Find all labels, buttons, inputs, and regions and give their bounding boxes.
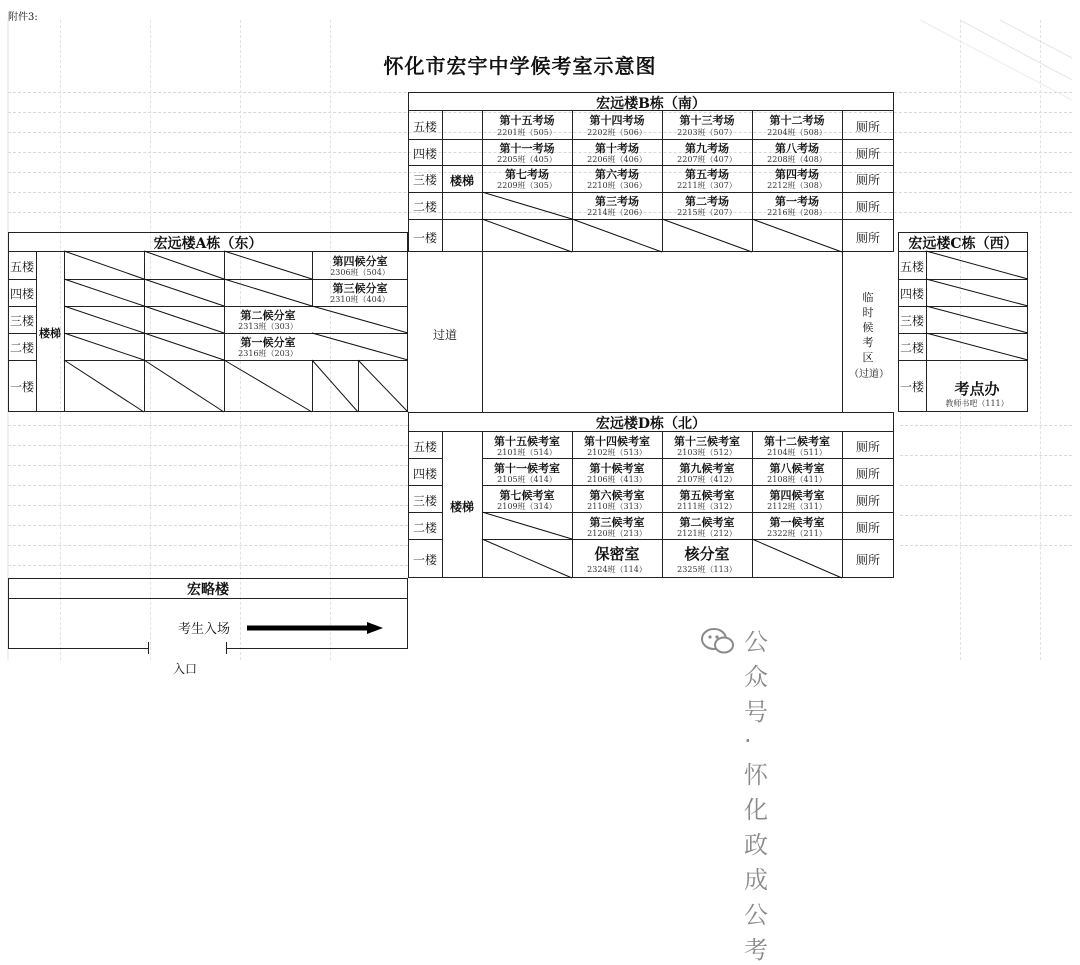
d-floor-2: 二楼 [412, 521, 437, 535]
entrance-label: 入口 [172, 662, 197, 676]
d-room-1: 第一候考室 [769, 516, 825, 529]
d-room-5-class: 2111班（312） [677, 502, 737, 511]
d-room-6: 第六候考室 [589, 489, 645, 502]
d-room-11-class: 2105班（414） [497, 475, 557, 484]
b-room-4: 第四考场 [775, 168, 819, 181]
a-room-3: 第三候分室 [332, 282, 388, 295]
b-room-15-class: 2201班（505） [497, 128, 557, 137]
b-room-12-class: 2204班（508） [767, 128, 827, 137]
b-room-11-class: 2205班（405） [497, 155, 557, 164]
exam-office-room: 教师书吧（111） [945, 399, 1009, 408]
d-room-8: 第八候考室 [769, 462, 825, 475]
d-room-13: 第十三候考室 [674, 435, 740, 448]
b-room-2-class: 2215班（207） [677, 208, 737, 217]
d-toilet-3: 厕所 [855, 494, 880, 508]
b-room-5: 第五考场 [685, 168, 729, 181]
d-room-12-class: 2104班（511） [767, 448, 827, 457]
b-toilet-2: 厕所 [855, 200, 880, 214]
temp-area-note: （过道） [849, 369, 889, 380]
secure-room-class: 2324班（114） [587, 565, 647, 574]
a-room-2-class: 2313班（303） [238, 322, 298, 331]
b-room-4-class: 2212班（308） [767, 181, 827, 190]
b-room-10-class: 2206班（406） [587, 155, 647, 164]
d-toilet-2: 厕所 [855, 521, 880, 535]
b-room-5-class: 2211班（307） [677, 181, 737, 190]
d-room-15-class: 2101班（514） [497, 448, 557, 457]
corridor-label: 过道 [432, 328, 457, 342]
b-room-8-class: 2208班（408） [767, 155, 827, 164]
c-floor-4: 四楼 [899, 287, 924, 301]
a-room-3-class: 2310班（404） [330, 295, 390, 304]
temp-area-char-3: 候 [862, 321, 874, 334]
scoring-room: 核分室 [684, 545, 730, 563]
b-room-14-class: 2202班（506） [587, 128, 647, 137]
d-room-5: 第五候考室 [679, 489, 735, 502]
d-room-11: 第十一候考室 [494, 462, 560, 475]
building-a-title: 宏远楼A栋（东） [153, 236, 263, 252]
b-floor-4: 四楼 [412, 147, 437, 161]
b-hatch-1f-4 [752, 219, 842, 252]
d-room-13-class: 2103班（512） [677, 448, 737, 457]
c-floor-1: 一楼 [899, 380, 924, 394]
b-toilet-4: 厕所 [855, 147, 880, 161]
d-room-14-class: 2102班（513） [587, 448, 647, 457]
watermark-text: 公众号 · 怀化政成公考 [744, 628, 769, 964]
a-floor-4: 四楼 [9, 287, 34, 301]
d-room-3: 第三候考室 [589, 516, 645, 529]
building-c-title: 宏远楼C栋（西） [908, 236, 1018, 252]
temp-area-char-4: 考 [862, 336, 874, 349]
d-floor-4: 四楼 [412, 467, 437, 481]
c-floor-3: 三楼 [899, 314, 924, 328]
d-floor-5: 五楼 [412, 440, 437, 454]
b-hatch-1f-3 [662, 219, 752, 252]
a-room-2: 第二候分室 [240, 309, 296, 322]
d-toilet-5: 厕所 [855, 440, 880, 454]
b-room-3: 第三考场 [595, 195, 639, 208]
a-room-1-class: 2316班（203） [238, 349, 298, 358]
d-room-12: 第十二候考室 [764, 435, 830, 448]
b-room-3-class: 2214班（206） [587, 208, 647, 217]
d-stair: 楼梯 [449, 500, 474, 514]
b-room-13-class: 2203班（507） [677, 128, 737, 137]
d-toilet-4: 厕所 [855, 467, 880, 481]
d-room-7-class: 2109班（314） [497, 502, 557, 511]
d-room-7: 第七候考室 [499, 489, 555, 502]
a-stair: 楼梯 [39, 327, 61, 340]
b-room-13: 第十三考场 [679, 114, 735, 127]
d-room-14: 第十四候考室 [584, 435, 650, 448]
d-floor-1: 一楼 [412, 553, 437, 567]
b-room-15: 第十五考场 [499, 114, 555, 127]
b-room-7: 第七考场 [505, 168, 549, 181]
scoring-room-class: 2325班（113） [677, 565, 737, 574]
d-room-4: 第四候考室 [769, 489, 825, 502]
exam-office: 考点办 [954, 380, 1000, 398]
d-room-8-class: 2108班（411） [767, 475, 827, 484]
d-room-2-class: 2121班（212） [677, 529, 737, 538]
d-floor-3: 三楼 [412, 494, 437, 508]
a-floor-3: 三楼 [9, 314, 34, 328]
b-hatch-1f-2 [572, 219, 662, 252]
secure-room: 保密室 [594, 545, 640, 563]
b-room-6: 第六考场 [595, 168, 639, 181]
building-h-title: 宏略楼 [187, 582, 229, 598]
b-room-9: 第九考场 [685, 142, 729, 155]
d-room-3-class: 2120班（213） [587, 529, 647, 538]
a-floor-5: 五楼 [9, 260, 34, 274]
temp-area-char-2: 时 [862, 306, 874, 319]
b-hatch-1f-1 [482, 219, 572, 252]
b-room-9-class: 2207班（407） [677, 155, 737, 164]
b-room-2: 第二考场 [685, 195, 729, 208]
b-room-1-class: 2216班（208） [767, 208, 827, 217]
d-toilet-1: 厕所 [855, 553, 880, 567]
b-room-8: 第八考场 [775, 142, 819, 155]
page-title: 怀化市宏宇中学候考室示意图 [383, 54, 657, 78]
attachment-label: 附件3: [8, 12, 38, 23]
d-room-4-class: 2112班（311） [767, 502, 827, 511]
d-room-10-class: 2106班（413） [587, 475, 647, 484]
b-room-11: 第十一考场 [499, 142, 555, 155]
b-room-1: 第一考场 [775, 195, 819, 208]
d-room-15: 第十五候考室 [494, 435, 560, 448]
d-room-2: 第二候考室 [679, 516, 735, 529]
a-floor-2: 二楼 [9, 341, 34, 355]
building-d-title: 宏远楼D栋（北） [595, 416, 707, 432]
b-room-12: 第十二考场 [769, 114, 825, 127]
d-room-9-class: 2107班（412） [677, 475, 737, 484]
b-toilet-1: 厕所 [855, 231, 880, 245]
d-room-6-class: 2110班（313） [587, 502, 647, 511]
d-room-1-class: 2322班（211） [767, 529, 827, 538]
b-room-7-class: 2209班（305） [497, 181, 557, 190]
c-floor-5: 五楼 [899, 260, 924, 274]
b-room-6-class: 2210班（306） [587, 181, 647, 190]
b-floor-3: 三楼 [412, 173, 437, 187]
b-toilet-5: 厕所 [855, 120, 880, 134]
b-room-10: 第十考场 [595, 142, 639, 155]
a-room-4-class: 2306班（504） [330, 268, 390, 277]
temp-area-char-5: 区 [862, 351, 874, 364]
d-room-9: 第九候考室 [679, 462, 735, 475]
b-floor-5: 五楼 [412, 120, 437, 134]
entry-label: 考生入场 [178, 622, 231, 637]
d-room-10: 第十候考室 [589, 462, 645, 475]
b-hatch-2f-1 [482, 192, 572, 219]
temp-area-char-1: 临 [862, 291, 874, 304]
b-room-14: 第十四考场 [589, 114, 645, 127]
b-toilet-3: 厕所 [855, 173, 880, 187]
c-floor-2: 二楼 [899, 341, 924, 355]
b-stair: 楼梯 [449, 174, 474, 188]
a-room-1: 第一候分室 [240, 336, 296, 349]
a-floor-1: 一楼 [9, 380, 34, 394]
a-room-4: 第四候分室 [332, 255, 388, 268]
b-floor-2: 二楼 [412, 200, 437, 214]
building-b-title: 宏远楼B栋（南） [596, 96, 706, 112]
b-floor-1: 一楼 [412, 231, 437, 245]
